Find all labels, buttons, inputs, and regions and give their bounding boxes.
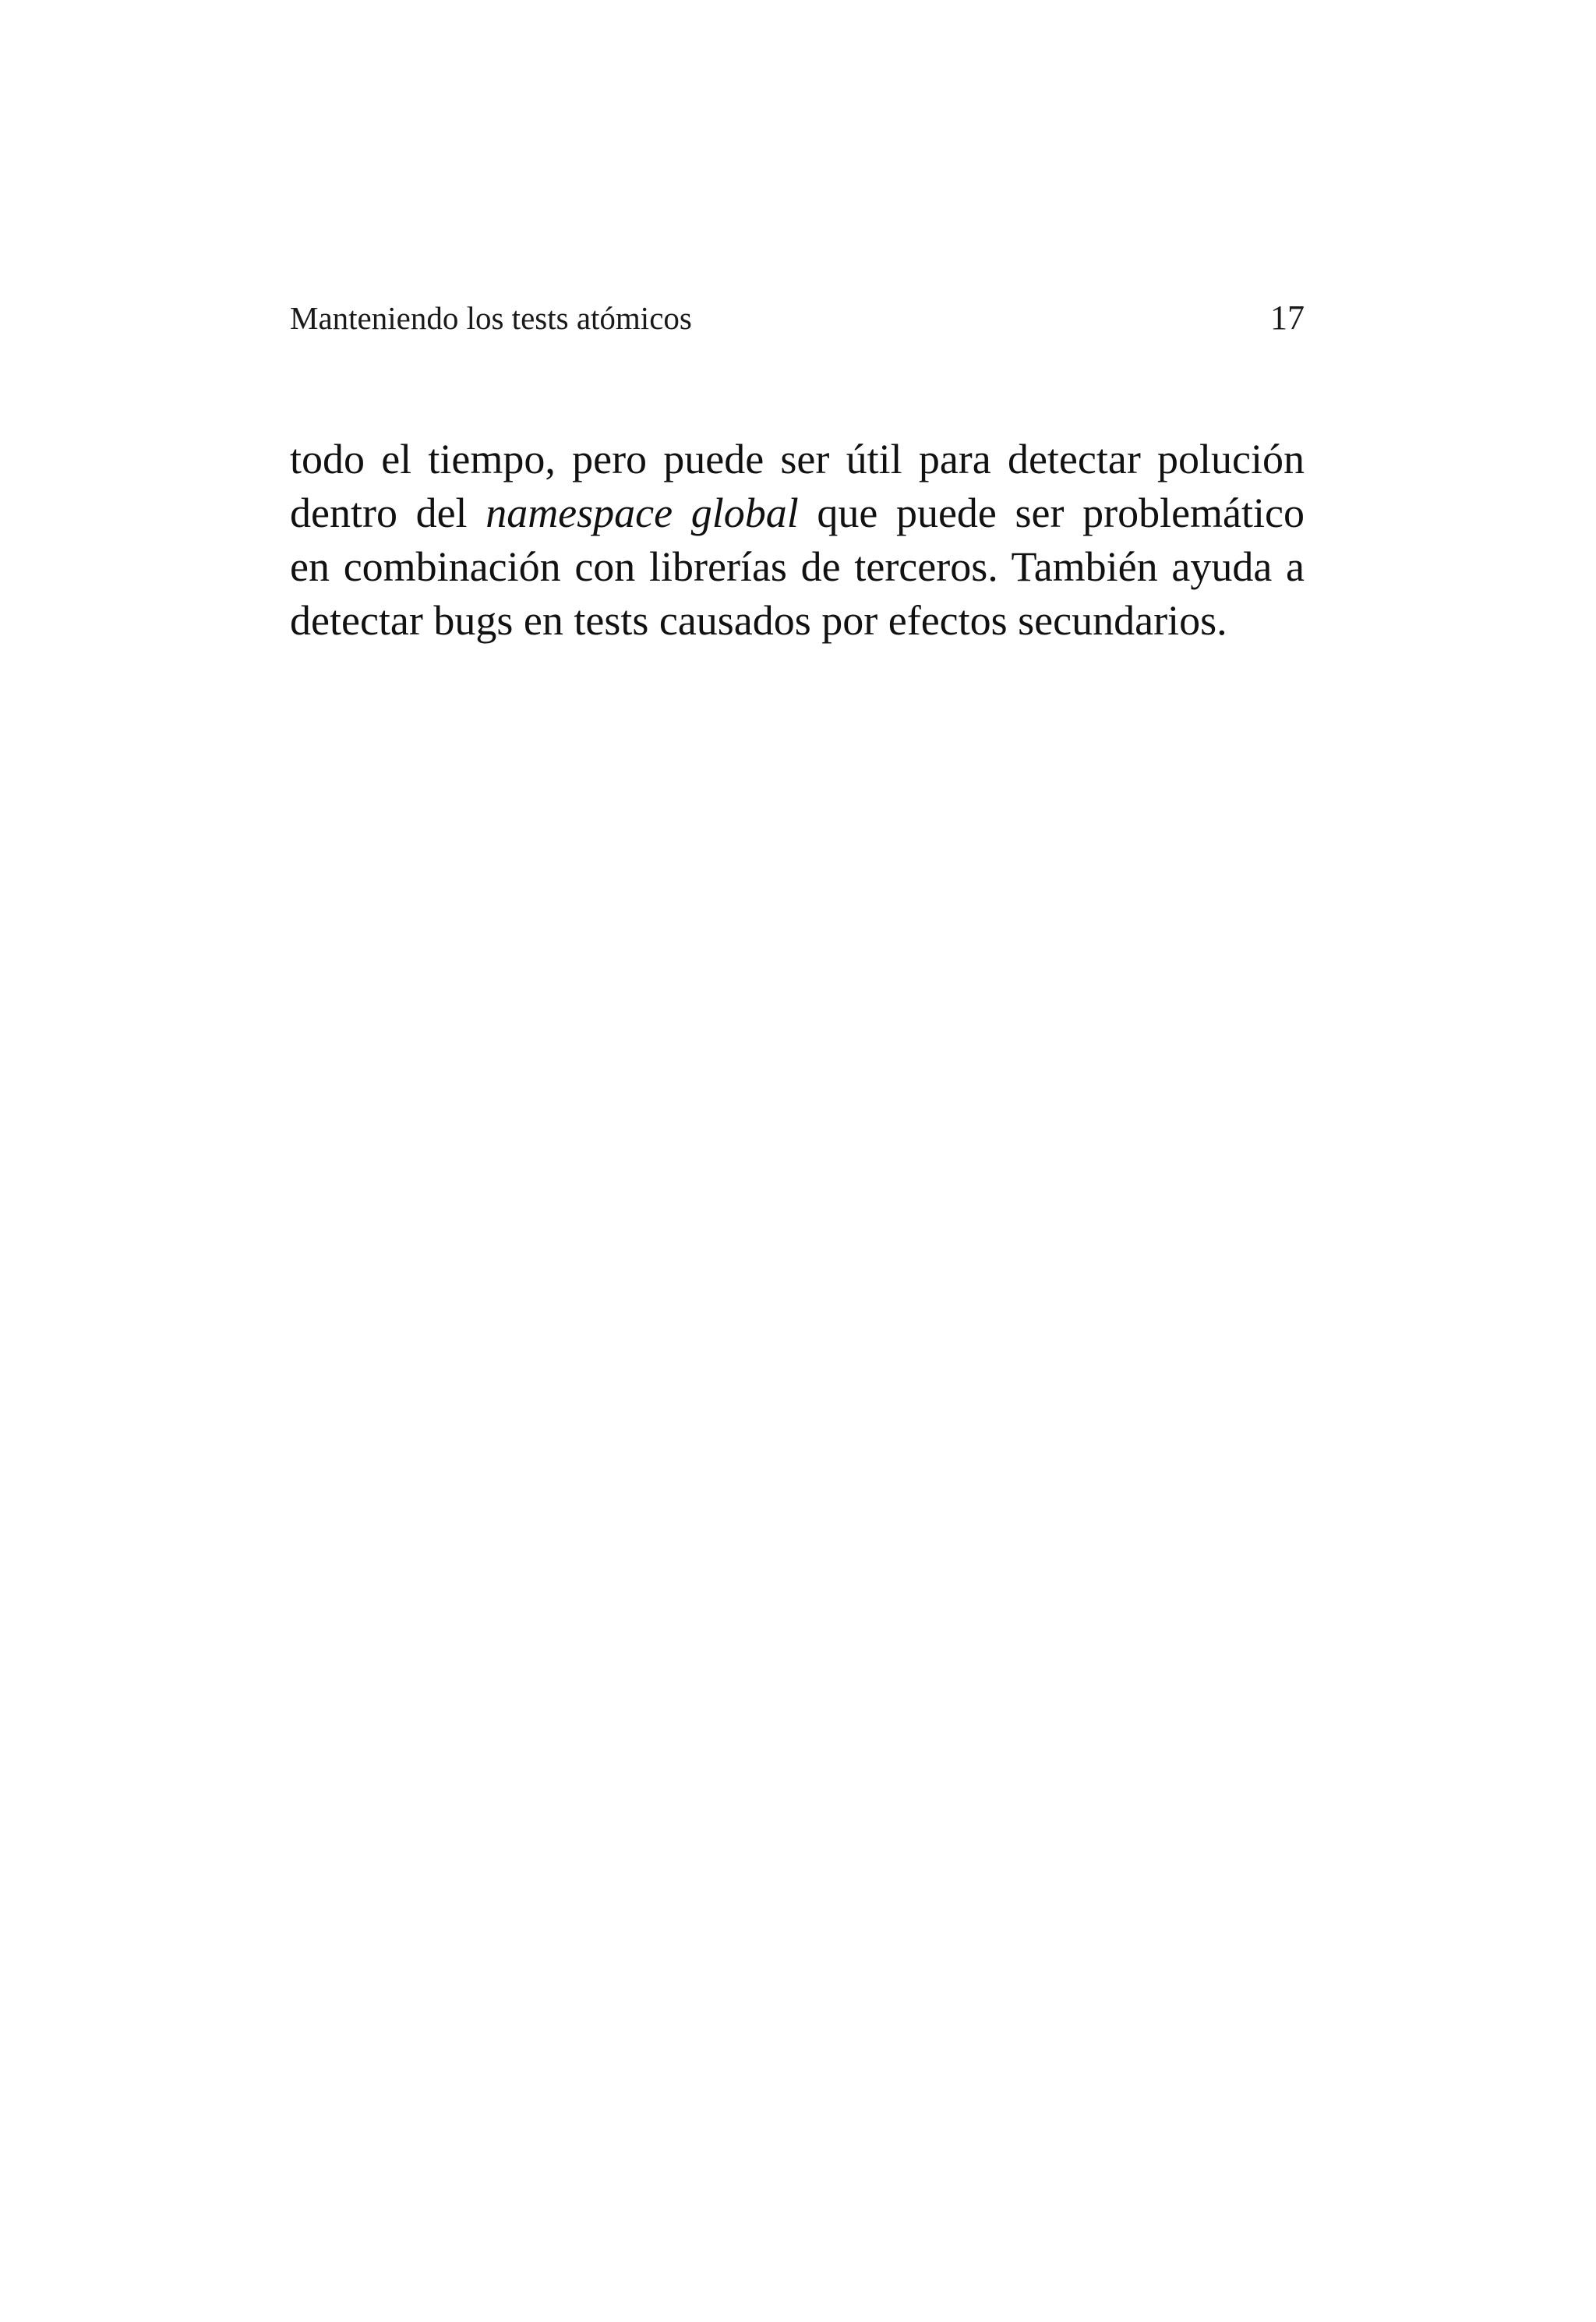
- running-header: [290, 299, 1305, 338]
- line-2-text-after: que puede ser problemático: [798, 489, 1305, 536]
- paragraph-line-4: detectar bugs en tests causados por efectos secundarios.: [290, 597, 1227, 644]
- paragraph-line-1: todo el tiempo, pero puede ser útil para detectar polución: [290, 436, 1305, 482]
- paragraph-line-3: en combinación con librerías de terceros. También ayuda a: [290, 543, 1305, 590]
- chapter-title: Manteniendo los tests atómicos: [290, 300, 692, 336]
- body-paragraph: [290, 433, 1305, 648]
- italic-term: namespace global: [486, 489, 799, 536]
- paragraph-line-2: [290, 486, 1305, 540]
- page-number: 17: [1270, 299, 1305, 337]
- line-2-text-before: dentro del: [290, 489, 486, 536]
